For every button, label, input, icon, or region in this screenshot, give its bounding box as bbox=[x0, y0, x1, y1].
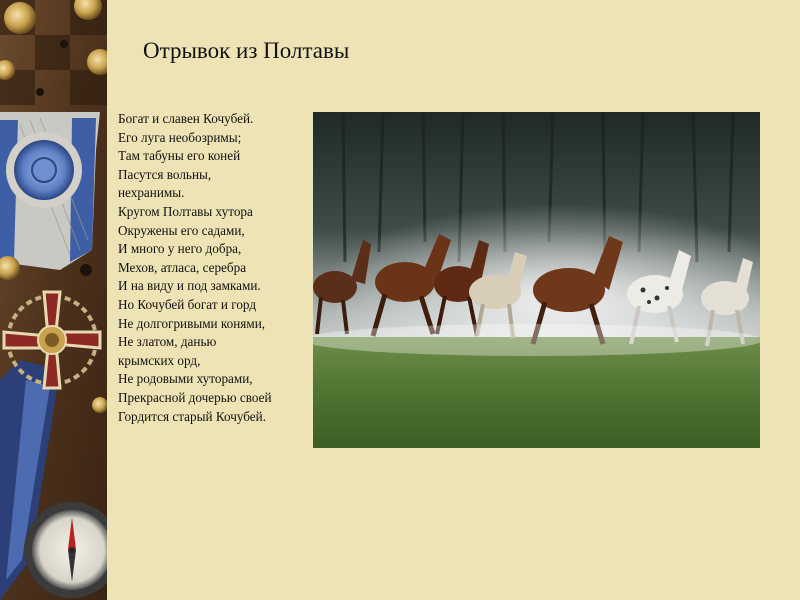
poem-line: Не родовыми хуторами, bbox=[118, 371, 253, 387]
poem-line: Мехов, атласа, серебра bbox=[118, 259, 247, 275]
poem-line: И на виду и под замками. bbox=[118, 278, 261, 294]
poem-line: Гордится старый Кочубей. bbox=[118, 408, 267, 424]
horses-photo bbox=[313, 112, 760, 448]
poem-line: Окружены его садами, bbox=[118, 222, 245, 238]
poem-text bbox=[118, 110, 308, 426]
poem-line: И много у него добра, bbox=[118, 241, 242, 257]
poem-line: Пасутся вольны, bbox=[118, 166, 212, 182]
poem-line: Не златом, данью bbox=[118, 334, 217, 350]
medals-decor-image bbox=[0, 0, 107, 600]
poem-line: Не долгогривыми конями, bbox=[118, 315, 266, 331]
poem-line: Богат и славен Кочубей. bbox=[118, 111, 254, 126]
decorative-side-strip bbox=[0, 0, 107, 600]
poem-line: Но Кочубей богат и горд bbox=[118, 296, 257, 312]
poem-line: Там табуны его коней bbox=[118, 148, 241, 164]
horses-image bbox=[313, 112, 760, 448]
poem-line: нехранимы. bbox=[118, 185, 185, 201]
poem-line: крымских орд, bbox=[118, 352, 201, 368]
poem-line: Кругом Полтавы хутора bbox=[118, 203, 253, 219]
poem-line: Прекрасной дочерью своей bbox=[118, 389, 272, 405]
slide-title: Отрывок из Полтавы bbox=[143, 38, 350, 63]
poem-line: Его луга необозримы; bbox=[118, 129, 242, 145]
